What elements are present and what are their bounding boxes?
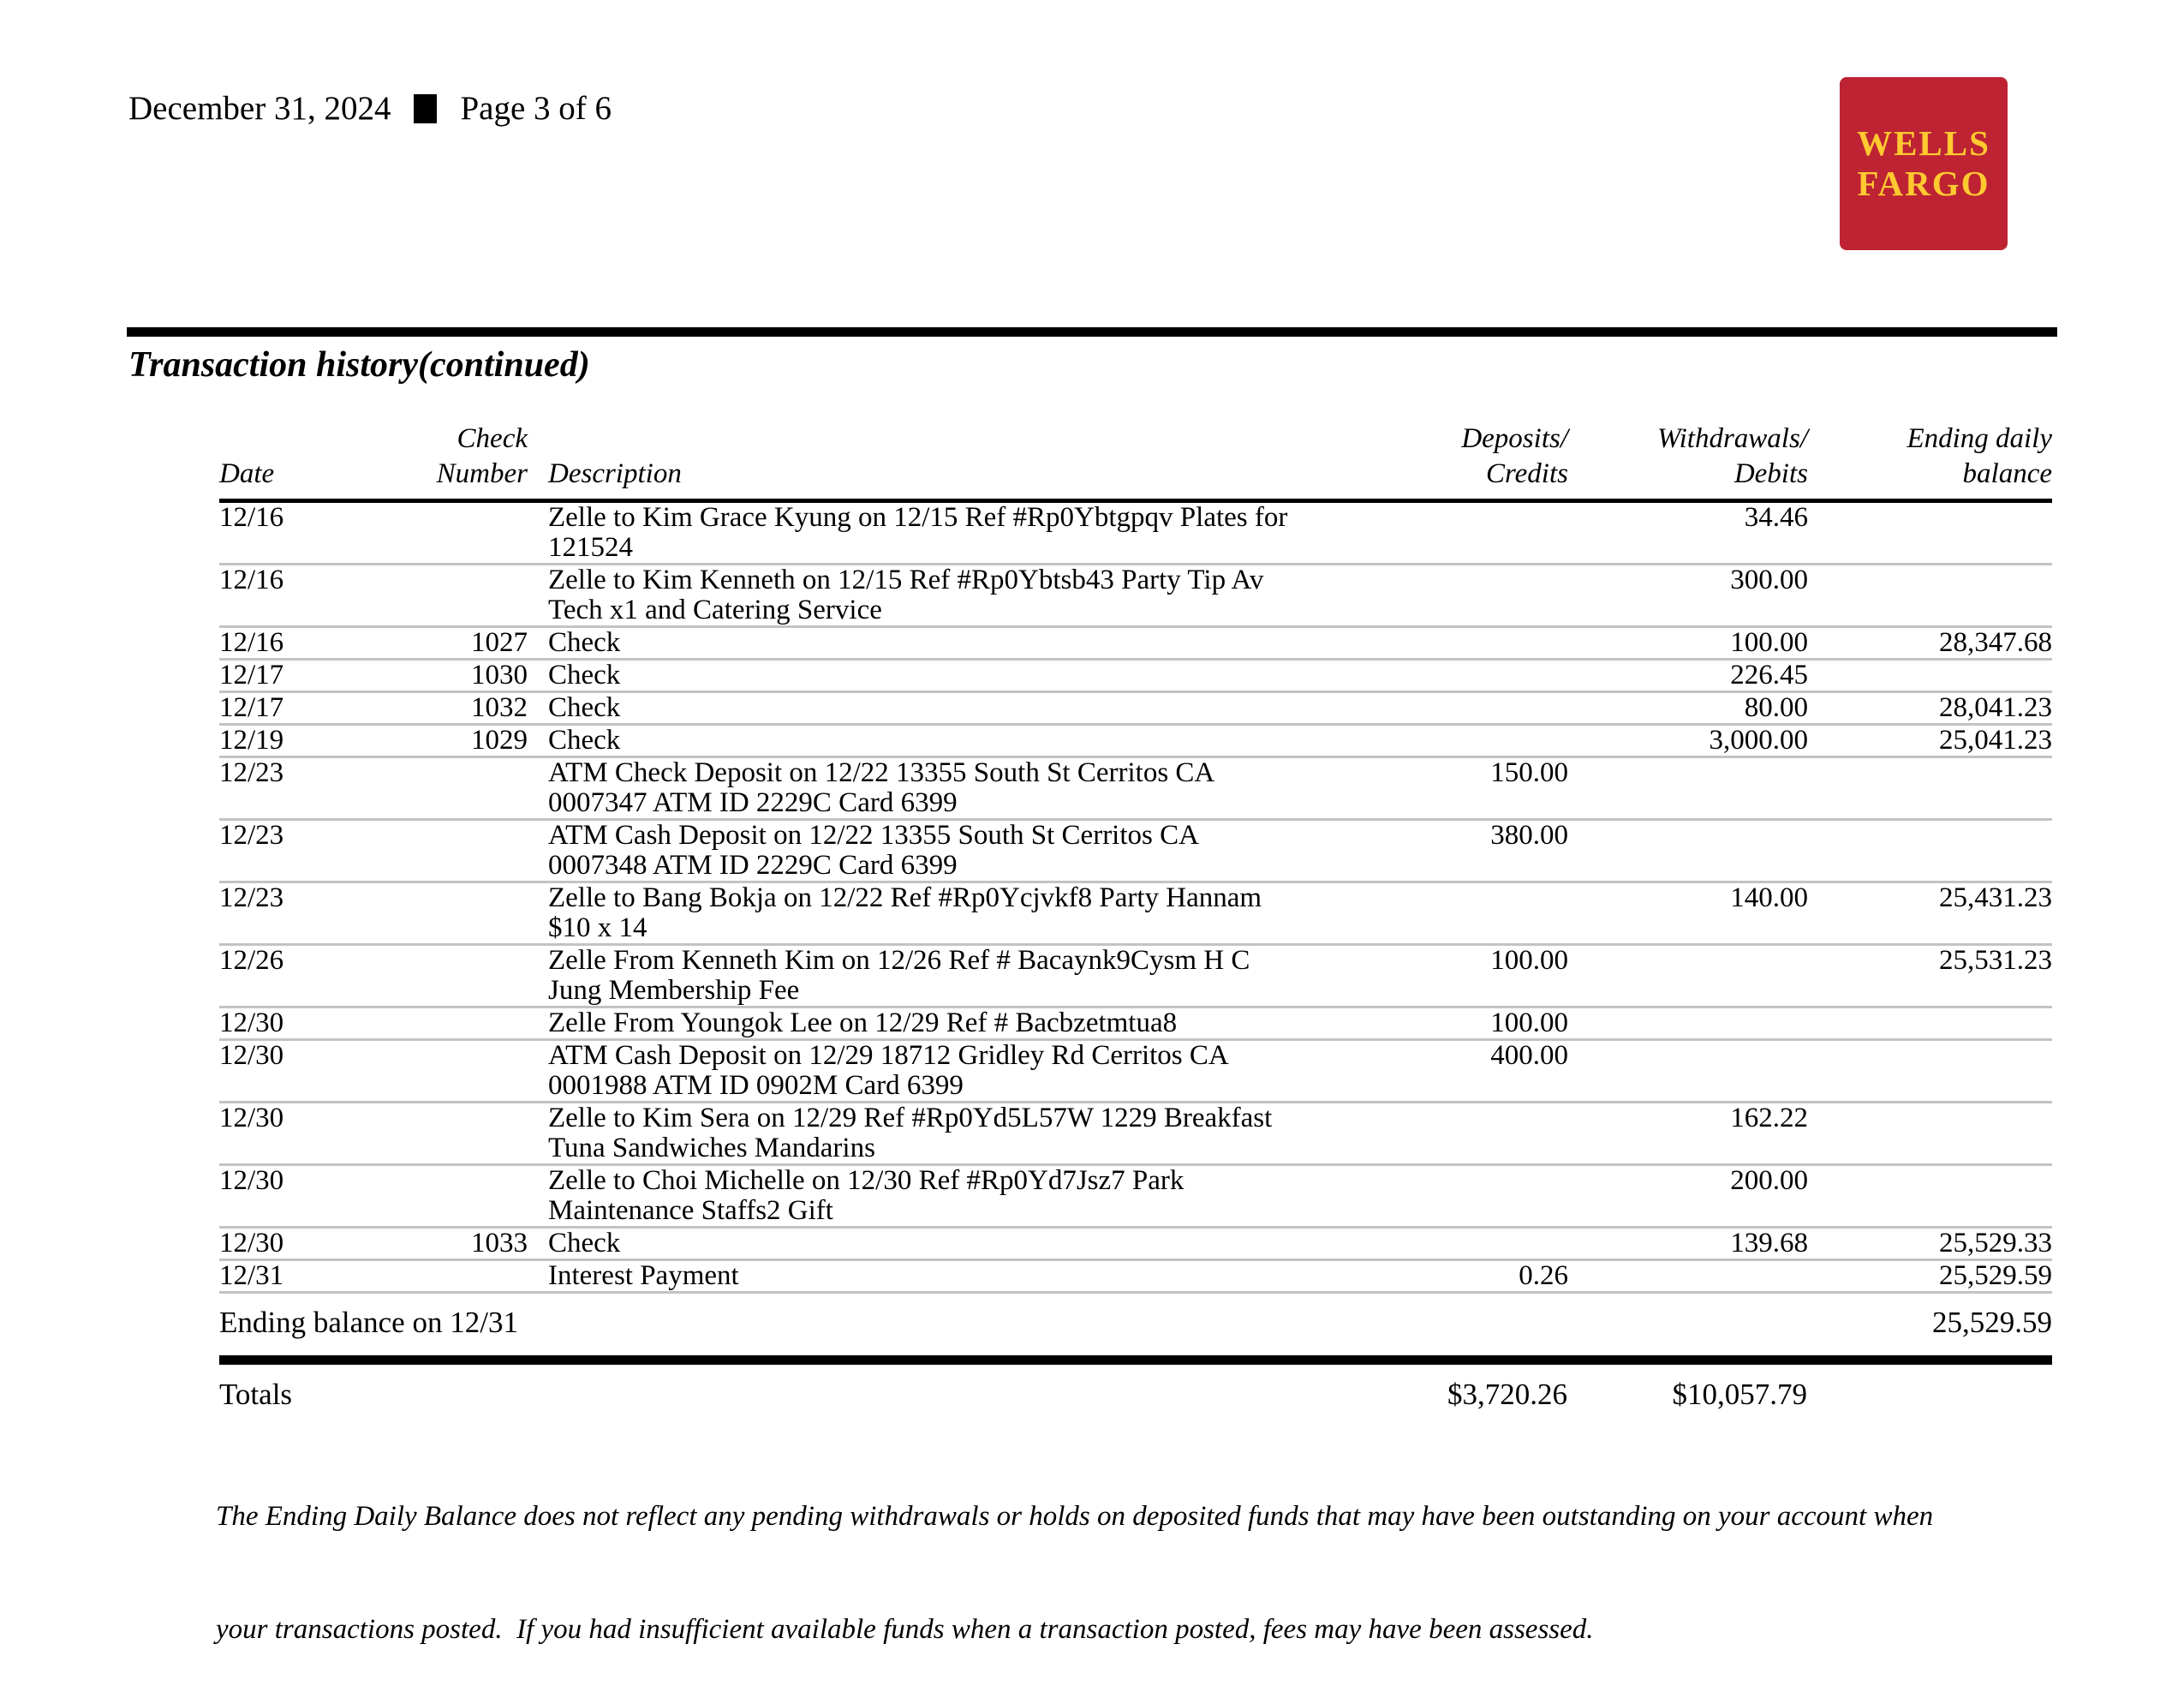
cell-description	[528, 820, 1380, 882]
cell-deposits: 100.00	[1380, 1007, 1568, 1040]
cell-deposits	[1380, 501, 1568, 565]
cell-withdrawals: 200.00	[1568, 1165, 1808, 1228]
table-row	[219, 692, 2052, 725]
cell-ending-balance: 28,041.23	[1808, 692, 2052, 725]
cell-deposits: 100.00	[1380, 945, 1568, 1007]
cell-ending-balance: 25,531.23	[1808, 945, 2052, 1007]
cell-check-number	[365, 1040, 528, 1103]
table-row	[219, 725, 2052, 757]
section-title	[128, 344, 590, 386]
cell-ending-balance	[1808, 660, 2052, 692]
description-line: 121524	[548, 532, 633, 563]
cell-description	[528, 565, 1380, 627]
table-row	[219, 757, 2052, 820]
footnote-line2: your transactions posted. If you had insufficient available funds when a transaction posted, fees may have been assessed.	[216, 1614, 1594, 1645]
cell-deposits	[1380, 1165, 1568, 1228]
cell-withdrawals	[1568, 820, 1808, 882]
table-row	[219, 501, 2052, 565]
cell-ending-balance	[1808, 1007, 2052, 1040]
cell-ending-balance	[1808, 820, 2052, 882]
cell-description	[528, 725, 1380, 757]
cell-withdrawals: 3,000.00	[1568, 725, 1808, 757]
cell-check-number	[365, 882, 528, 945]
cell-date: 12/16	[219, 501, 365, 565]
table-row	[219, 820, 2052, 882]
table-row	[219, 1103, 2052, 1165]
section-title-text: Transaction history	[128, 345, 419, 385]
description-line: Check	[548, 1228, 621, 1259]
cell-description	[528, 501, 1380, 565]
ending-balance-value: 25,529.59	[1932, 1306, 2052, 1339]
cell-check-number: 1029	[365, 725, 528, 757]
description-line: Check	[548, 725, 621, 756]
description-line: Zelle From Youngok Lee on 12/29 Ref # Bacbzetmtua8	[548, 1007, 1178, 1038]
header-date: Date	[219, 422, 365, 501]
cell-deposits	[1380, 660, 1568, 692]
cell-check-number	[365, 1165, 528, 1228]
logo-line1: WELLS	[1857, 123, 1990, 163]
cell-date: 12/30	[219, 1165, 365, 1228]
cell-date: 12/23	[219, 820, 365, 882]
cell-ending-balance: 25,041.23	[1808, 725, 2052, 757]
cell-check-number	[365, 501, 528, 565]
table-row	[219, 627, 2052, 660]
page-number: Page 3 of 6	[460, 90, 612, 127]
cell-ending-balance: 25,529.33	[1808, 1228, 2052, 1260]
cell-ending-balance	[1808, 1165, 2052, 1228]
cell-withdrawals	[1568, 1260, 1808, 1293]
table-row	[219, 1260, 2052, 1293]
cell-ending-balance	[1808, 757, 2052, 820]
cell-ending-balance: 25,529.59	[1808, 1260, 2052, 1293]
ending-balance-label: Ending balance on 12/31	[219, 1306, 518, 1339]
cell-description	[528, 627, 1380, 660]
totals-deposits: $3,720.26	[1447, 1378, 1567, 1411]
cell-check-number	[365, 757, 528, 820]
cell-description	[528, 1260, 1380, 1293]
cell-description	[528, 1007, 1380, 1040]
cell-date: 12/30	[219, 1103, 365, 1165]
page-header	[128, 89, 612, 128]
cell-description	[528, 692, 1380, 725]
description-line: Zelle to Kim Kenneth on 12/15 Ref #Rp0Ybtsb43 Party Tip Av	[548, 565, 1264, 595]
cell-description	[528, 1228, 1380, 1260]
table-row	[219, 882, 2052, 945]
cell-description	[528, 1103, 1380, 1165]
description-line: Zelle to Kim Sera on 12/29 Ref #Rp0Yd5L57W 1229 Breakfast	[548, 1103, 1273, 1133]
description-line: Maintenance Staffs2 Gift	[548, 1195, 833, 1226]
cell-description	[528, 1165, 1380, 1228]
description-line: 0001988 ATM ID 0902M Card 6399	[548, 1070, 964, 1101]
cell-deposits	[1380, 882, 1568, 945]
wells-fargo-logo	[1840, 77, 2008, 250]
cell-description	[528, 945, 1380, 1007]
cell-deposits	[1380, 725, 1568, 757]
footnote-line1: The Ending Daily Balance does not reflect any pending withdrawals or holds on deposited funds that may have been outstanding on your account when	[216, 1501, 1934, 1532]
description-line: 0007348 ATM ID 2229C Card 6399	[548, 850, 958, 881]
cell-deposits	[1380, 1228, 1568, 1260]
description-line: ATM Cash Deposit on 12/29 18712 Gridley Rd Cerritos CA	[548, 1040, 1229, 1071]
top-rule	[127, 327, 2057, 337]
cell-withdrawals: 100.00	[1568, 627, 1808, 660]
footnote	[216, 1422, 2014, 1686]
cell-check-number	[365, 565, 528, 627]
transaction-table-body	[219, 501, 2052, 1293]
cell-check-number	[365, 820, 528, 882]
description-line: Check	[548, 660, 621, 691]
cell-date: 12/16	[219, 565, 365, 627]
cell-ending-balance	[1808, 501, 2052, 565]
cell-date: 12/31	[219, 1260, 365, 1293]
cell-check-number	[365, 1007, 528, 1040]
cell-withdrawals: 80.00	[1568, 692, 1808, 725]
cell-deposits: 380.00	[1380, 820, 1568, 882]
cell-withdrawals: 34.46	[1568, 501, 1808, 565]
cell-check-number	[365, 945, 528, 1007]
cell-date: 12/17	[219, 660, 365, 692]
cell-description	[528, 882, 1380, 945]
cell-description	[528, 1040, 1380, 1103]
table-row	[219, 565, 2052, 627]
cell-withdrawals: 140.00	[1568, 882, 1808, 945]
totals-rule	[219, 1355, 2052, 1365]
cell-check-number: 1030	[365, 660, 528, 692]
statement-date: December 31, 2024	[128, 90, 391, 127]
table-row	[219, 1165, 2052, 1228]
totals-row	[219, 1378, 2052, 1417]
cell-deposits: 400.00	[1380, 1040, 1568, 1103]
logo-line2: FARGO	[1857, 164, 1990, 203]
section-title-continued: (continued)	[418, 345, 590, 385]
cell-date: 12/30	[219, 1040, 365, 1103]
cell-ending-balance: 28,347.68	[1808, 627, 2052, 660]
cell-withdrawals	[1568, 1007, 1808, 1040]
header-deposits: Deposits/ Credits	[1380, 422, 1568, 501]
header-description: Description	[528, 422, 1380, 501]
description-line: Zelle to Kim Grace Kyung on 12/15 Ref #Rp0Ybtgpqv Plates for	[548, 502, 1288, 533]
cell-deposits	[1380, 565, 1568, 627]
description-line: Tech x1 and Catering Service	[548, 595, 882, 625]
header-withdrawals: Withdrawals/ Debits	[1568, 422, 1808, 501]
description-line: Zelle to Bang Bokja on 12/22 Ref #Rp0Ycjvkf8 Party Hannam	[548, 882, 1262, 913]
description-line: ATM Cash Deposit on 12/22 13355 South St Cerritos CA	[548, 820, 1199, 851]
table-header-row	[219, 422, 2052, 501]
cell-date: 12/16	[219, 627, 365, 660]
cell-check-number: 1027	[365, 627, 528, 660]
cell-deposits	[1380, 692, 1568, 725]
cell-ending-balance	[1808, 565, 2052, 627]
cell-date: 12/30	[219, 1007, 365, 1040]
table-row	[219, 1040, 2052, 1103]
cell-description	[528, 660, 1380, 692]
cell-date: 12/30	[219, 1228, 365, 1260]
cell-withdrawals	[1568, 757, 1808, 820]
cell-withdrawals: 226.45	[1568, 660, 1808, 692]
description-line: Zelle From Kenneth Kim on 12/26 Ref # Bacaynk9Cysm H C	[548, 945, 1250, 976]
cell-withdrawals: 139.68	[1568, 1228, 1808, 1260]
cell-withdrawals	[1568, 1040, 1808, 1103]
cell-check-number	[365, 1260, 528, 1293]
table-row	[219, 945, 2052, 1007]
description-line: 0007347 ATM ID 2229C Card 6399	[548, 787, 958, 818]
cell-check-number	[365, 1103, 528, 1165]
cell-deposits: 150.00	[1380, 757, 1568, 820]
cell-withdrawals	[1568, 945, 1808, 1007]
cell-date: 12/23	[219, 882, 365, 945]
description-line: Check	[548, 627, 621, 658]
ending-balance-row	[219, 1306, 2052, 1340]
cell-withdrawals: 300.00	[1568, 565, 1808, 627]
description-line: Tuna Sandwiches Mandarins	[548, 1133, 875, 1163]
cell-date: 12/26	[219, 945, 365, 1007]
description-line: ATM Check Deposit on 12/22 13355 South St Cerritos CA	[548, 757, 1215, 788]
totals-withdrawals: $10,057.79	[1672, 1378, 1807, 1411]
table-row	[219, 1007, 2052, 1040]
totals-label: Totals	[219, 1378, 293, 1411]
cell-ending-balance	[1808, 1040, 2052, 1103]
cell-deposits	[1380, 1103, 1568, 1165]
cell-check-number: 1033	[365, 1228, 528, 1260]
cell-date: 12/19	[219, 725, 365, 757]
description-line: Interest Payment	[548, 1260, 739, 1291]
transaction-table	[219, 422, 2052, 1294]
cell-deposits	[1380, 627, 1568, 660]
cell-check-number: 1032	[365, 692, 528, 725]
description-line: Jung Membership Fee	[548, 975, 800, 1006]
square-separator-icon	[414, 94, 437, 123]
table-row	[219, 1228, 2052, 1260]
cell-date: 12/23	[219, 757, 365, 820]
cell-deposits: 0.26	[1380, 1260, 1568, 1293]
table-row	[219, 660, 2052, 692]
description-line: Check	[548, 692, 621, 723]
cell-description	[528, 757, 1380, 820]
cell-withdrawals: 162.22	[1568, 1103, 1808, 1165]
cell-ending-balance: 25,431.23	[1808, 882, 2052, 945]
cell-ending-balance	[1808, 1103, 2052, 1165]
header-ending-balance: Ending daily balance	[1808, 422, 2052, 501]
description-line: $10 x 14	[548, 912, 647, 943]
header-check-number: Check Number	[365, 422, 528, 501]
cell-date: 12/17	[219, 692, 365, 725]
description-line: Zelle to Choi Michelle on 12/30 Ref #Rp0Yd7Jsz7 Park	[548, 1165, 1184, 1196]
